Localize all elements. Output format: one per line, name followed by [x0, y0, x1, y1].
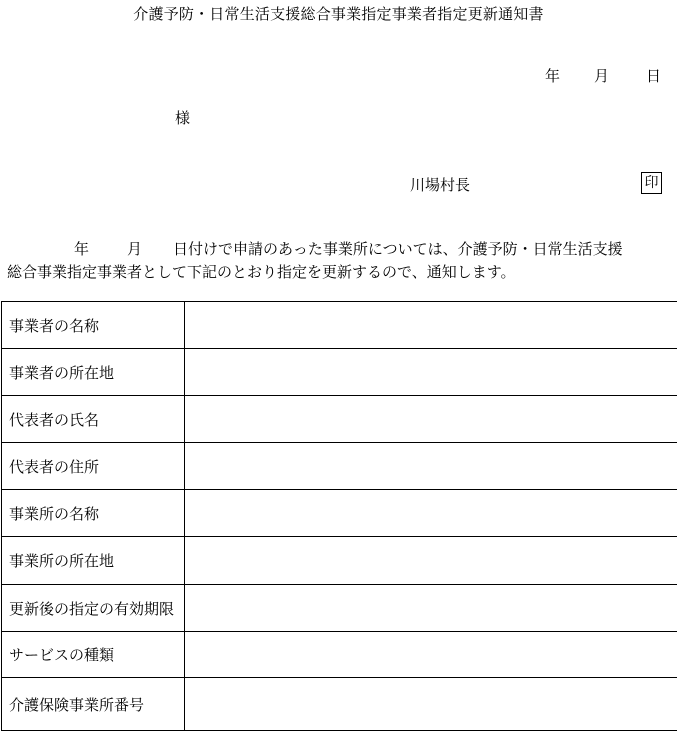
row-value — [185, 349, 677, 396]
document-title: 介護予防・日常生活支援総合事業指定事業者指定更新通知書 — [133, 5, 544, 23]
row-value — [185, 585, 677, 632]
row-value — [185, 443, 677, 490]
addressee-suffix: 様 — [175, 109, 191, 127]
body-line1-text: 日付けで申請のあった事業所については、介護予防・日常生活支援 — [173, 240, 623, 258]
designation-info-table — [1, 301, 677, 731]
row-value — [185, 632, 677, 678]
row-value — [185, 396, 677, 443]
table-row — [2, 302, 677, 349]
row-label: 介護保険事業所番号 — [2, 678, 185, 731]
row-value — [185, 678, 677, 731]
row-value — [185, 302, 677, 349]
row-label: 事業者の名称 — [2, 302, 185, 349]
table-row — [2, 585, 677, 632]
row-label: 事業者の所在地 — [2, 349, 185, 396]
table-row — [2, 443, 677, 490]
date-year-label: 年 — [545, 67, 561, 85]
row-label: 更新後の指定の有効期限 — [2, 585, 185, 632]
table-row — [2, 396, 677, 443]
body-text-line2: 総合事業指定事業者として下記のとおり指定を更新するので、通知します。 — [7, 263, 516, 281]
row-label: 事業所の所在地 — [2, 537, 185, 585]
table-row — [2, 490, 677, 537]
table-row — [2, 537, 677, 585]
date-month-label: 月 — [594, 67, 610, 85]
row-label: 事業所の名称 — [2, 490, 185, 537]
table-row — [2, 678, 677, 731]
date-day-label: 日 — [646, 67, 662, 85]
row-label: サービスの種類 — [2, 632, 185, 678]
seal-mark: 印 — [641, 172, 662, 194]
row-value — [185, 537, 677, 585]
table-row — [2, 632, 677, 678]
table-row — [2, 349, 677, 396]
row-label: 代表者の住所 — [2, 443, 185, 490]
body-month-label: 月 — [127, 240, 143, 258]
issuer-name: 川場村長 — [410, 176, 471, 194]
body-year-label: 年 — [74, 240, 90, 258]
body-text-line1 — [74, 238, 623, 259]
row-label: 代表者の氏名 — [2, 396, 185, 443]
row-value — [185, 490, 677, 537]
